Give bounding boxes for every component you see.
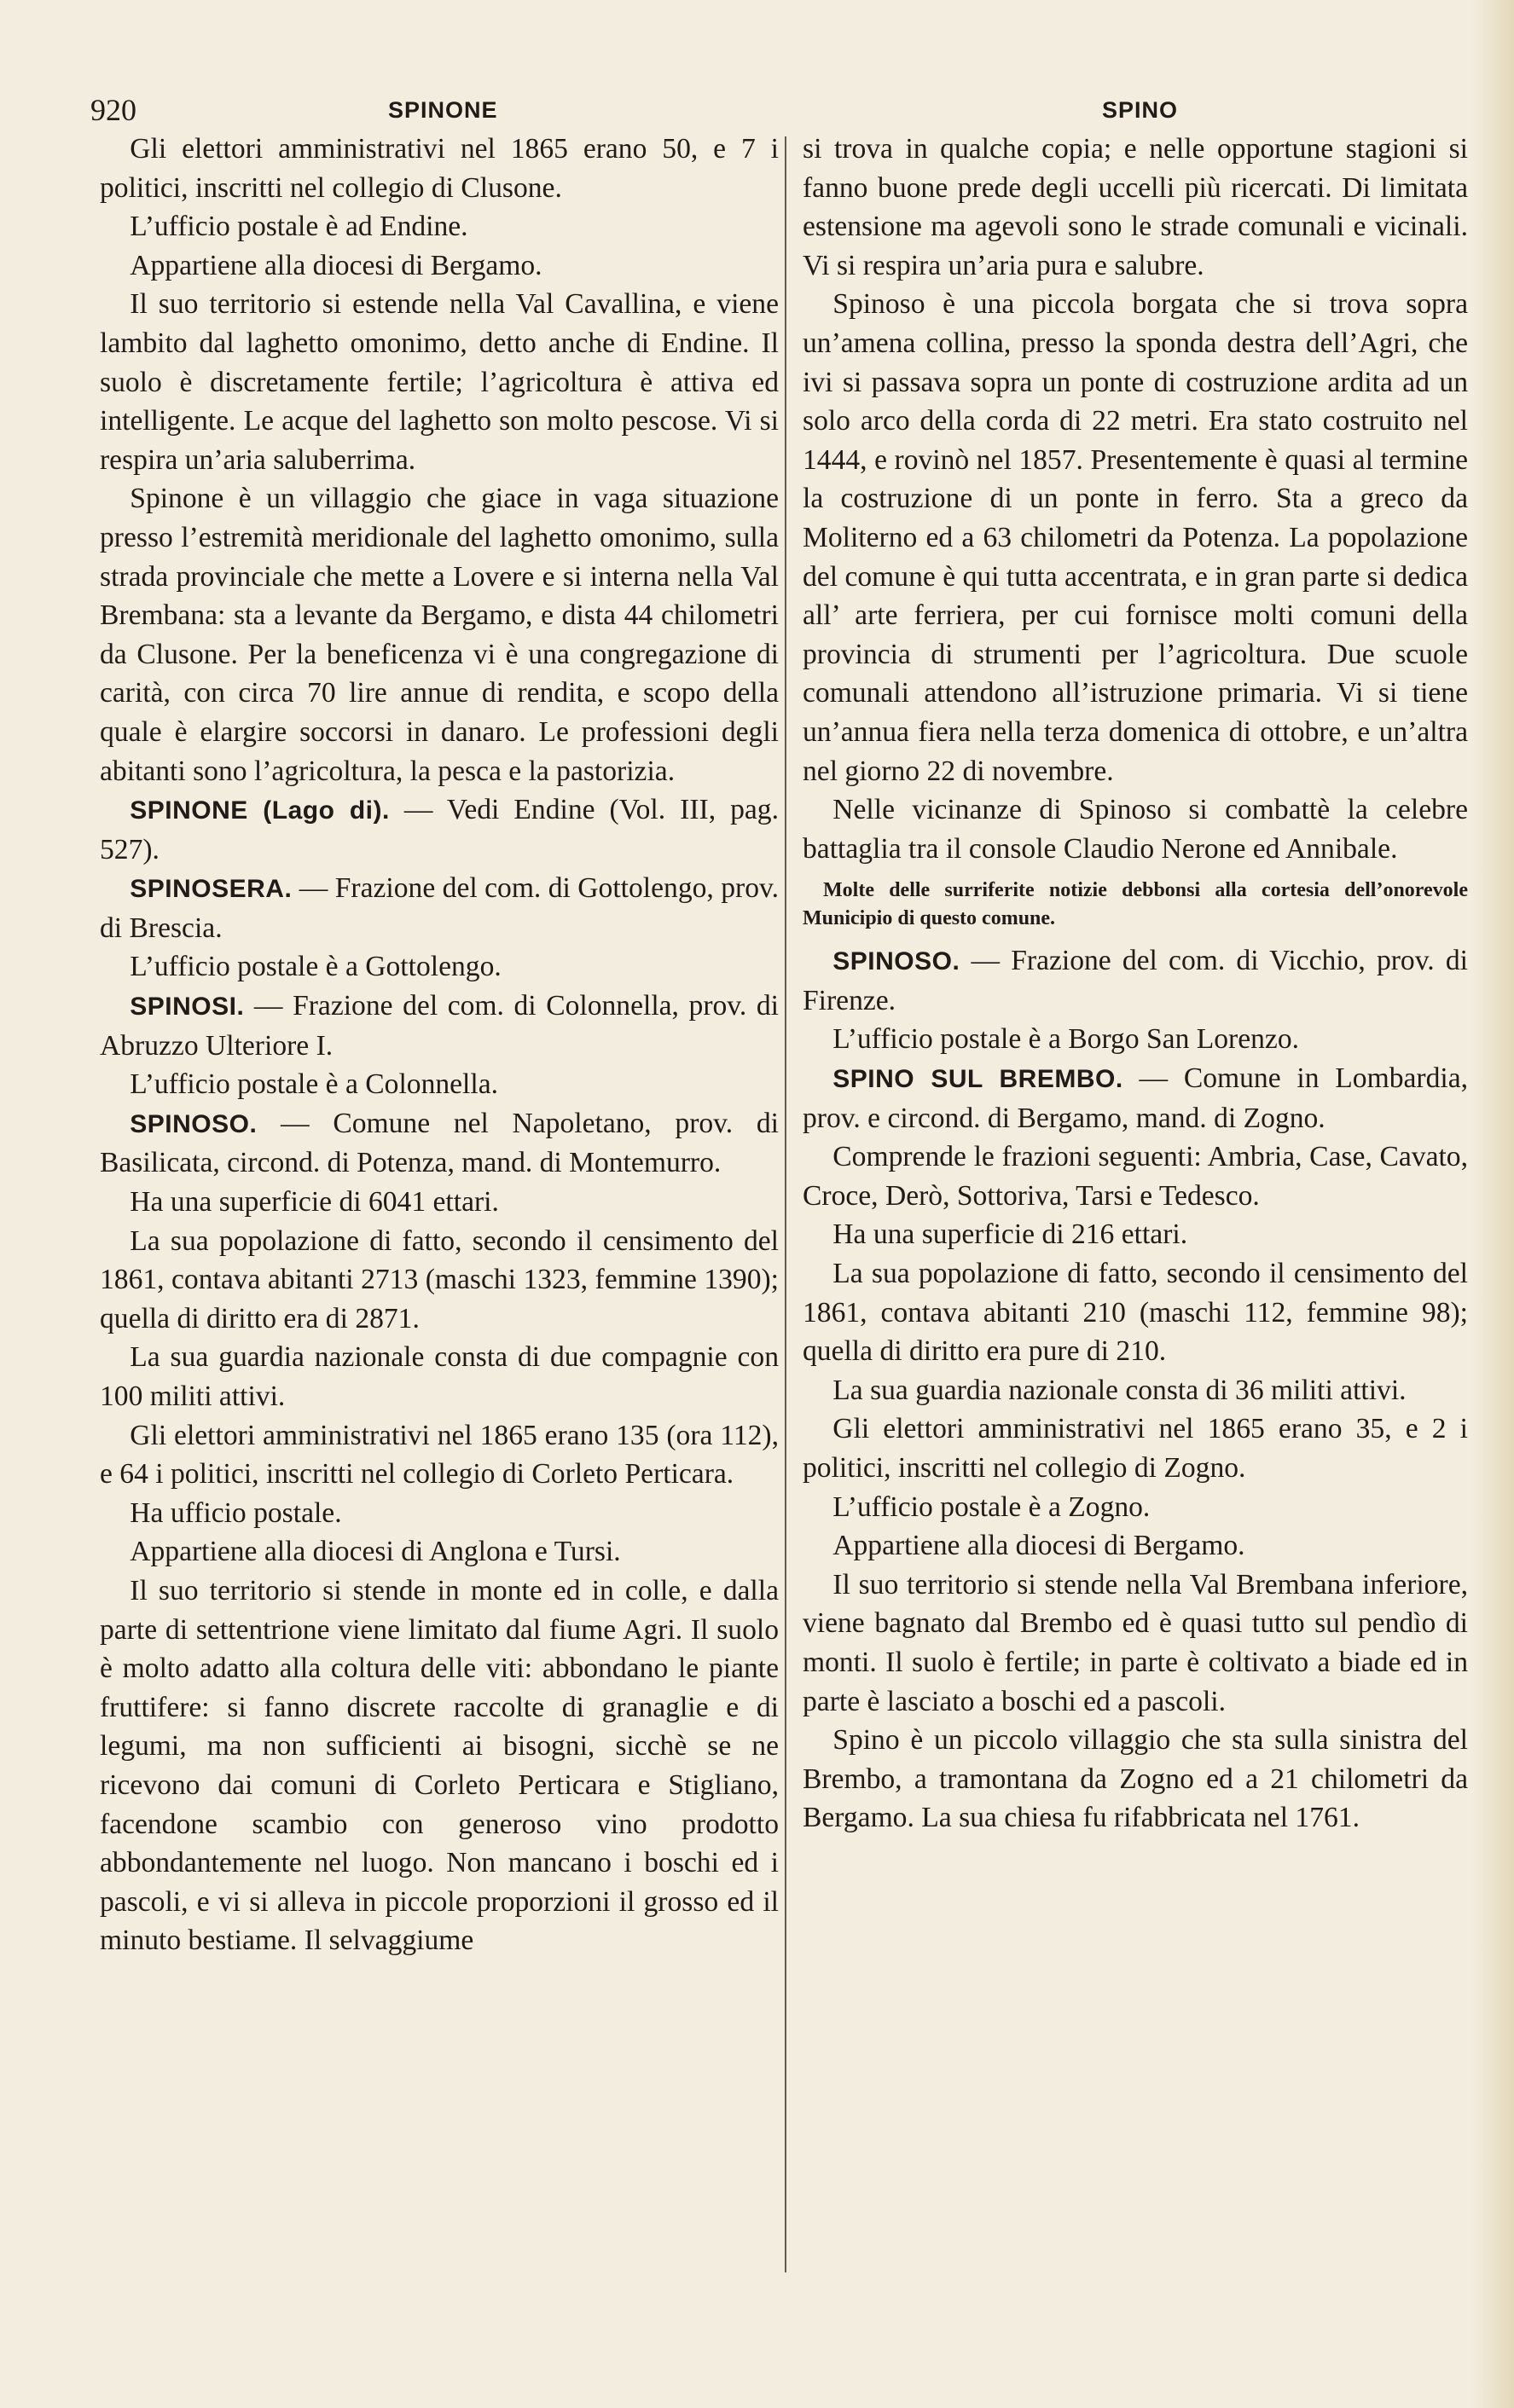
paragraph-text: La sua guardia nazionale consta di due compagnie con 100 militi attivi. (100, 1341, 779, 1412)
paragraph-text: — Frazione del com. di Vicchio, prov. di Firenze. (803, 945, 1468, 1016)
right-column (803, 130, 1468, 1838)
paragraph (803, 790, 1468, 868)
paragraph-text: si trova in qualche copia; e nelle opportune stagioni si fanno buone prede degli uccelli più ricercati. Di limitata estensione ma agevoli sono le strade comunali e vicinali. Vi si respira un’aria pura e salubre. (803, 133, 1468, 281)
paragraph-text: — Comune nel Napoletano, prov. di Basilicata, circond. di Potenza, mand. di Montemurro. (100, 1107, 779, 1179)
paragraph (100, 130, 779, 207)
entry-headword: SPINONE (Lago di). (130, 796, 390, 825)
paragraph (803, 1526, 1468, 1566)
paragraph (803, 130, 1468, 285)
paragraph-text: Appartiene alla diocesi di Bergamo. (832, 1530, 1245, 1562)
paragraph-text: Gli elettori amministrativi nel 1865 erano 35, e 2 i politici, inscritti nel collegio di Zogno. (803, 1413, 1468, 1484)
paragraph-text: — Vedi Endine (Vol. III, pag. 527). (100, 794, 779, 865)
paragraph (803, 1371, 1468, 1410)
paragraph-text: L’ufficio postale è a Colonnella. (130, 1068, 499, 1101)
paragraph-text: Spino è un piccolo villaggio che sta sulla sinistra del Brembo, a tramontana da Zogno ed a 21 chilometri da Bergamo. La sua chiesa fu rifabbricata nel 1761. (803, 1724, 1468, 1834)
paragraph (803, 1215, 1468, 1254)
paragraph-text: La sua popolazione di fatto, secondo il censimento del 1861, contava abitanti 210 (maschi 112, femmine 98); quella di diritto era pure di 210. (803, 1258, 1468, 1368)
paragraph (100, 1416, 779, 1494)
paragraph-text: L’ufficio postale è ad Endine. (130, 211, 468, 243)
paragraph-text: Gli elettori amministrativi nel 1865 erano 135 (ora 112), e 64 i politici, inscritti nel collegio di Corleto Perticara. (100, 1419, 779, 1491)
paragraph (803, 1020, 1468, 1059)
entry-paragraph (100, 869, 779, 947)
entry-paragraph (100, 790, 779, 869)
paragraph-text: La sua guardia nazionale consta di 36 militi attivi. (832, 1374, 1407, 1406)
paragraph (803, 285, 1468, 790)
paragraph-text: Ha una superficie di 216 ettari. (832, 1218, 1188, 1251)
paragraph (100, 479, 779, 790)
paragraph (100, 1222, 779, 1339)
entry-headword: SPINOSI. (130, 993, 245, 1022)
paragraph (100, 1065, 779, 1104)
page-header (0, 92, 1514, 133)
paragraph (100, 1532, 779, 1572)
paragraph (803, 1137, 1468, 1215)
paragraph (100, 207, 779, 246)
paragraph-text: — Frazione del com. di Gottolengo, prov. di Brescia. (100, 872, 779, 944)
paragraph-text: Molte delle surriferite notizie debbonsi alla cortesia dell’onorevole Municipio di questo comune. (803, 879, 1468, 930)
left-running-head: SPINONE (388, 97, 498, 123)
entry-paragraph (803, 941, 1468, 1020)
entry-headword: SPINO SUL BREMBO. (832, 1065, 1123, 1094)
entry-headword: SPINOSO. (832, 947, 960, 976)
paragraph-text: — Frazione del com. di Colonnella, prov. di Abruzzo Ulteriore I. (100, 990, 779, 1062)
entry-paragraph (803, 1059, 1468, 1137)
paragraph (100, 1183, 779, 1222)
paragraph-text: Appartiene alla diocesi di Anglona e Tursi. (130, 1536, 621, 1568)
paragraph-text: Nelle vicinanze di Spinoso si combattè la celebre battaglia tra il console Claudio Nerone ed Annibale. (803, 794, 1468, 865)
paragraph (803, 1566, 1468, 1721)
paragraph (100, 947, 779, 987)
paragraph-text: Appartiene alla diocesi di Bergamo. (130, 249, 542, 281)
paragraph (100, 1338, 779, 1415)
paragraph (100, 246, 779, 286)
paragraph-text: Spinone è un villaggio che giace in vaga situazione presso l’estremità meridionale del laghetto omonimo, sulla strada provinciale che mette a Lovere e si interna nella Val Brembana: sta a levante da Bergamo, e dista 44 chilometri da Clusone. Per la beneficenza vi è una congregazione di carità, con circa 70 lire annue di rendita, e scopo della quale è elargire soccorsi in danaro. Le professioni degli abitanti sono l’agricoltura, la pesca e la pastorizia. (100, 483, 779, 787)
paragraph (100, 285, 779, 479)
paragraph-text: Spinoso è una piccola borgata che si trova sopra un’amena collina, presso la sponda destra dell’Agri, che ivi si passava sopra un ponte di costruzione ardita ad un solo arco della corda di 22 metri. Era stato costruito nel 1444, e rovinò nel 1857. Presentemente è quasi al termine la costruzione di un ponte in ferro. Sta a greco da Moliterno ed a 63 chilometri da Potenza. La popolazione del comune è qui tutta accentrata, e in gran parte si dedica all’ arte ferriera, per cui fornisce molti comuni della provincia di strumenti per l’agricoltura. Due scuole comunali attendono all’istruzione primaria. Vi si tiene un’annua fiera nella terza domenica di ottobre, e un’altra nel giorno 22 di novembre. (803, 288, 1468, 787)
entry-paragraph (100, 987, 779, 1065)
paragraph-text: Gli elettori amministrativi nel 1865 erano 50, e 7 i politici, inscritti nel collegio di Clusone. (100, 133, 779, 204)
entry-headword: SPINOSO. (130, 1109, 258, 1138)
paragraph-text: L’ufficio postale è a Borgo San Lorenzo. (832, 1023, 1300, 1056)
entry-headword: SPINOSERA. (130, 875, 293, 904)
column-divider (785, 136, 786, 2272)
paragraph (803, 1721, 1468, 1838)
paragraph-text: Il suo territorio si estende nella Val Cavallina, e viene lambito dal laghetto omonimo, detto anche di Endine. Il suolo è discretamente fertile; l’agricoltura è attiva ed intelligente. Le acque del laghetto son molto pescose. Vi si respira un’aria saluberrima. (100, 288, 779, 476)
paragraph (803, 1254, 1468, 1371)
paragraph-text: Ha una superficie di 6041 ettari. (130, 1186, 499, 1218)
paragraph-text: — Comune in Lombardia, prov. e circond. di Bergamo, mand. di Zogno. (803, 1062, 1468, 1134)
paragraph-text: Il suo territorio si stende in monte ed in colle, e dalla parte di settentrione viene limitato dal fiume Agri. Il suolo è molto adatto alla coltura delle viti: abbondano le piante fruttifere: si fanno discrete raccolte di granaglie e di legumi, ma non sufficienti ai bisogni, sicchè se ne ricevono dai comuni di Corleto Perticara e Stigliano, facendone scambio con generoso vino prodotto abbondantemente nel luogo. Non mancano i boschi ed i pascoli, e vi si alleva in piccole proporzioni il grosso ed il minuto bestiame. Il selvaggiume (100, 1574, 779, 1957)
page-edge-shade (1471, 0, 1514, 2408)
paragraph-text: L’ufficio postale è a Zogno. (832, 1491, 1151, 1523)
paragraph (100, 1572, 779, 1960)
paragraph (803, 1488, 1468, 1527)
paragraph-text: L’ufficio postale è a Gottolengo. (130, 951, 502, 983)
paragraph (100, 1494, 779, 1533)
page-number: 920 (90, 93, 136, 127)
paragraph (803, 1409, 1468, 1487)
paragraph-text: Ha ufficio postale. (130, 1496, 342, 1529)
left-column (100, 130, 779, 1960)
entry-paragraph (100, 1104, 779, 1183)
paragraph-text: La sua popolazione di fatto, secondo il censimento del 1861, contava abitanti 2713 (maschi 1323, femmine 1390); quella di diritto era di 2871. (100, 1224, 779, 1334)
paragraph-text: Comprende le frazioni seguenti: Ambria, Case, Cavato, Croce, Derò, Sottoriva, Tarsi e Tedesco. (803, 1141, 1468, 1212)
footnote (803, 877, 1468, 933)
paragraph-text: Il suo territorio si stende nella Val Brembana inferiore, viene bagnato dal Brembo ed è quasi tutto sul pendìo di monti. Il suolo è fertile; in parte è coltivato a biade ed in parte è lasciato a boschi ed a pascoli. (803, 1568, 1468, 1717)
right-running-head: SPINO (1102, 97, 1179, 123)
